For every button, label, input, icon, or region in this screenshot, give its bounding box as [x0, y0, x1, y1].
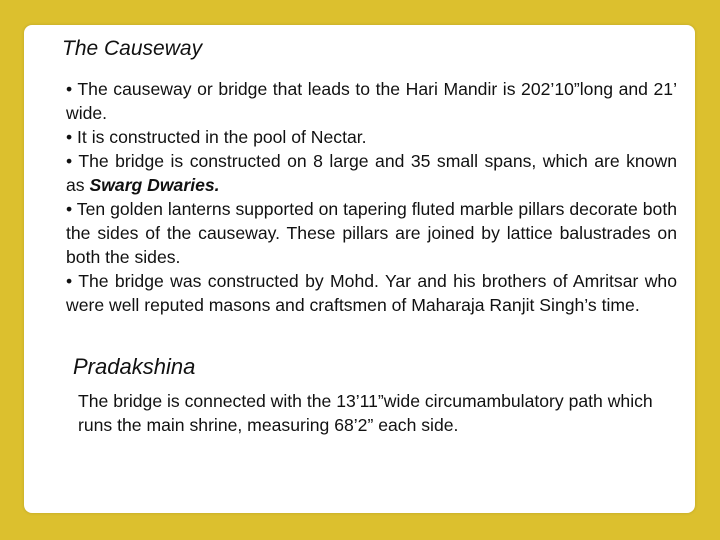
- bullet-length-width: • The causeway or bridge that leads to the Hari Mandir is 202’10”long and 21’ wide.: [66, 79, 677, 123]
- section-title-pradakshina: Pradakshina: [73, 354, 196, 379]
- bullet-spans: [66, 149, 677, 197]
- bullet-pool-of-nectar: • It is constructed in the pool of Nectar.: [66, 127, 367, 147]
- pradakshina-text: The bridge is connected with the 13’11”wide circumambulatory path which runs the main shrine, measuring 68’2” each side.: [78, 391, 653, 435]
- bullet-builders: • The bridge was constructed by Mohd. Yar and his brothers of Amritsar who were well reputed masons and craftsmen of Maharaja Ranjit Singh’s time.: [66, 271, 677, 315]
- causeway-bullets: [66, 77, 677, 317]
- slide-card: [24, 25, 695, 513]
- swarg-dwaries-term: Swarg Dwaries.: [89, 175, 220, 195]
- bullet-golden-lanterns: • Ten golden lanterns supported on tapering fluted marble pillars decorate both the sides of the causeway. These pillars are joined by lattice balustrades on both the sides.: [66, 199, 677, 267]
- bullet-spans-text: • The bridge is constructed on 8 large and 35 small spans, which are known as: [66, 151, 677, 195]
- pradakshina-body: [78, 389, 688, 437]
- section-title-causeway: The Causeway: [62, 37, 203, 60]
